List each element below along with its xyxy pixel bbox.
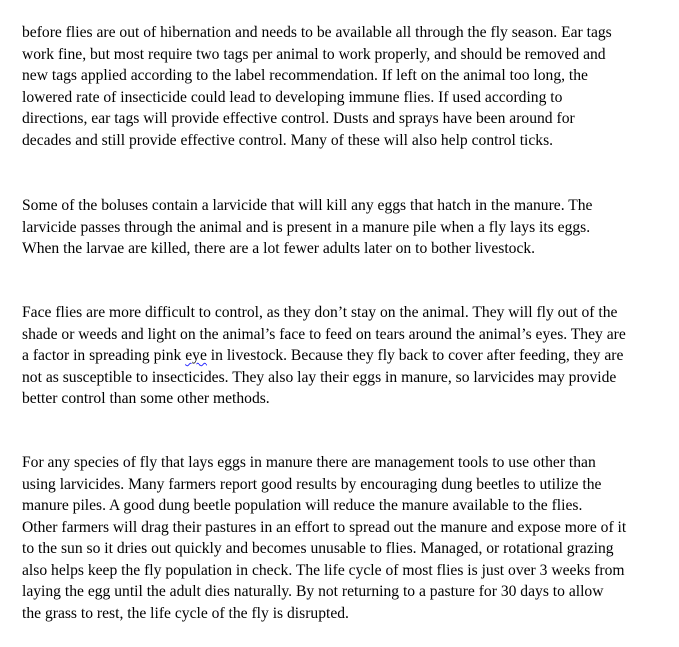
text-line: shade or weeds and light on the animal’s face to feed on tears around the animal’s eyes. They are xyxy=(22,325,626,343)
text-line: directions, ear tags will provide effective control. Dusts and sprays have been around for xyxy=(22,110,575,127)
text-line: Some of the boluses contain a larvicide that will kill any eggs that hatch in the manure. The xyxy=(22,197,593,214)
spellcheck-flagged-word[interactable]: eye xyxy=(185,347,207,364)
text-line: also helps keep the fly population in check. The life cycle of most flies is just over 3 weeks from xyxy=(22,561,625,579)
paragraph-ear-tags xyxy=(22,22,672,151)
paragraph-face-flies xyxy=(22,302,672,410)
text-line: the grass to rest, the life cycle of the fly is disrupted. xyxy=(22,604,349,622)
text-line: better control than some other methods. xyxy=(22,390,270,407)
text-segment: in livestock. Because they fly back to cover after feeding, they are xyxy=(206,347,624,364)
text-line: decades and still provide effective control. Many of these will also help control ticks. xyxy=(22,131,554,149)
paragraph-management-tools xyxy=(22,452,672,624)
text-line: not as susceptible to insecticides. They also lay their eggs in manure, so larvicides may provide xyxy=(22,368,617,386)
text-line-with-spellcheck xyxy=(22,345,672,367)
text-line: Face flies are more difficult to control, as they don’t stay on the animal. They will fly out of the xyxy=(22,304,618,321)
text-line: larvicide passes through the animal and is present in a manure pile when a fly lays its eggs. xyxy=(22,218,591,236)
text-line: new tags applied according to the label recommendation. If left on the animal too long, the xyxy=(22,67,588,84)
text-line: Other farmers will drag their pastures in an effort to spread out the manure and expose more of it xyxy=(22,518,627,536)
text-line: to the sun so it dries out quickly and becomes unusable to flies. Managed, or rotational grazing xyxy=(22,540,614,557)
text-line: before flies are out of hibernation and needs to be available all through the fly season. Ear tags xyxy=(22,24,612,41)
text-line: using larvicides. Many farmers report good results by encouraging dung beetles to utilize the xyxy=(22,475,602,493)
text-line: work fine, but most require two tags per animal to work properly, and should be removed and xyxy=(22,45,606,63)
paragraph-boluses xyxy=(22,195,672,260)
text-line: For any species of fly that lays eggs in manure there are management tools to use other than xyxy=(22,454,596,471)
text-line: lowered rate of insecticide could lead to developing immune flies. If used according to xyxy=(22,88,563,106)
text-segment: a factor in spreading pink xyxy=(22,347,186,364)
text-line: laying the egg until the adult dies naturally. By not returning to a pasture for 30 days to allow xyxy=(22,583,604,600)
text-line: manure piles. A good dung beetle population will reduce the manure available to the flies. xyxy=(22,497,583,514)
text-line: When the larvae are killed, there are a lot fewer adults later on to bother livestock. xyxy=(22,240,536,257)
